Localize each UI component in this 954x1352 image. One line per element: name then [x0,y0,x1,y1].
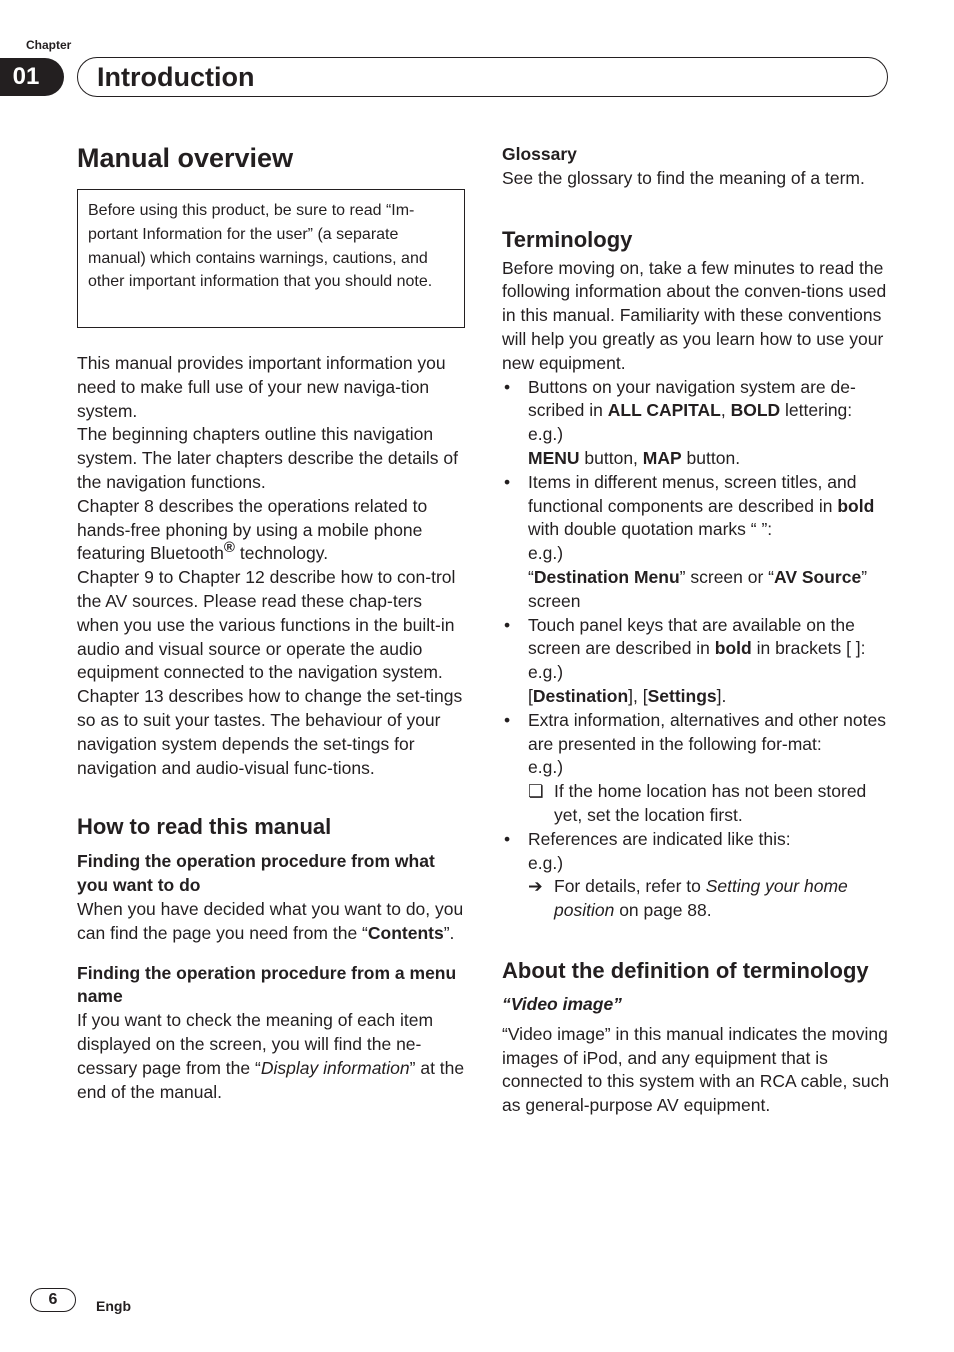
subheading-finding-what: Finding the operation procedure from what you want to do [77,851,435,896]
subheading-video-image: “Video image” [502,993,622,1014]
contents-ref: Contents [367,922,444,943]
section-heading-definition: About the definition of terminology [502,957,869,983]
terminology-text: Before moving on, take a few minutes to read the following information about the conven-tions used in this manual. Familiarity with these conventions will help you greatly as you learn how to use your new equipment. [502,257,887,373]
chapter-title: Introduction [97,62,255,92]
page-title: Manual overview [77,143,294,173]
intro-paragraph: This manual provides important information you need to make full use of your new naviga-tion system. [77,353,446,421]
reference-example: ➔ For details, refer to Setting your home position on page 88. [528,876,848,921]
bullet-dot: • [504,376,511,397]
display-info-ref: Display information [260,1057,410,1078]
list-item: • References are indicated like this: e.g.) ➔ For details, refer to Setting your home position on page 88. [502,828,890,923]
conventions-list [502,376,890,923]
intro-paragraph [77,495,465,566]
chapter-number: 01 [0,58,64,96]
right-column [502,143,890,1118]
list-item: • Items in different menus, screen titles, and functional components are described in bold with double quotation marks “ ”: e.g.) “Destination Menu” screen or “AV Source” screen [504,471,875,611]
bullet-dot: • [504,471,511,492]
intro-bluetooth-text: Chapter 8 describes the operations related to hands-free phoning by using a mobile phone featuring Bluetooth [77,495,428,564]
subheading-finding-menu: Finding the operation procedure from a menu name [77,962,457,1007]
finding-menu-text: If you want to check the meaning of each item displayed on the screen, you will find the ne-cessary page from the “Display information” at the end of the manual. [77,1010,465,1102]
intro-paragraph: Chapter 9 to Chapter 12 describe how to con-trol the AV sources. Please read these chap-ters when you use the various functions in the built-in audio and visual source or operate the audio equipment connected to the navigation system. [77,567,456,683]
section-heading-how-to-read: How to read this manual [77,814,332,840]
chapter-label: Chapter [26,38,72,52]
intro-paragraph: Chapter 13 describes how to change the set-tings so as to suit your tastes. The behaviour of your navigation system depends the set-tings for navigation and audio-visual func-tions. [77,686,463,778]
bullet-dot: • [504,828,511,849]
left-column [77,142,465,1104]
glossary-text: See the glossary to find the meaning of a term. [502,167,865,188]
list-item: • Buttons on your navigation system are de-scribed in ALL CAPITAL, BOLD lettering: e.g.) MENU button, MAP button. [504,376,856,468]
important-note-box [77,189,465,328]
bullet-dot: • [504,709,511,730]
note-example: ❏ If the home location has not been stored yet, set the location first. [528,781,867,825]
intro-bluetooth-end: technology. [239,543,329,564]
language-code: Engb [96,1298,131,1314]
important-note-text: Before using this product, be sure to read “Im-portant Information for the user” (a separate manual) which contains warnings, cautions, and other important information that you should note. [88,202,433,291]
list-item: • Touch panel keys that are available on the screen are described in bold in brackets [ ]: e.g.) [Destination], [Settings]. [504,614,866,706]
section-heading-terminology: Terminology [502,226,633,252]
note-checkbox-icon: ❏ [528,781,544,802]
list-item: • Extra information, alternatives and other notes are presented in the following for-mat: e.g.) ❏ If the home location has not been stored yet, set the location first. [502,709,890,828]
registered-mark: ® [223,539,235,557]
intro-text [77,352,465,780]
intro-paragraph: The beginning chapters outline this navigation system. The later chapters describe the details of the navigation functions. [77,424,458,492]
video-image-text: “Video image” in this manual indicates the moving images of iPod, and any equipment that is connected to this system with an RCA cable, such as general-purpose AV equipment. [502,1023,890,1116]
bullet-dot: • [504,614,511,635]
page-number: 6 [30,1288,76,1312]
subheading-glossary: Glossary [502,144,577,164]
reference-arrow-icon: ➔ [528,876,543,897]
finding-what-text: When you have decided what you want to do, you can find the page you need from the “Contents”. [77,898,464,943]
